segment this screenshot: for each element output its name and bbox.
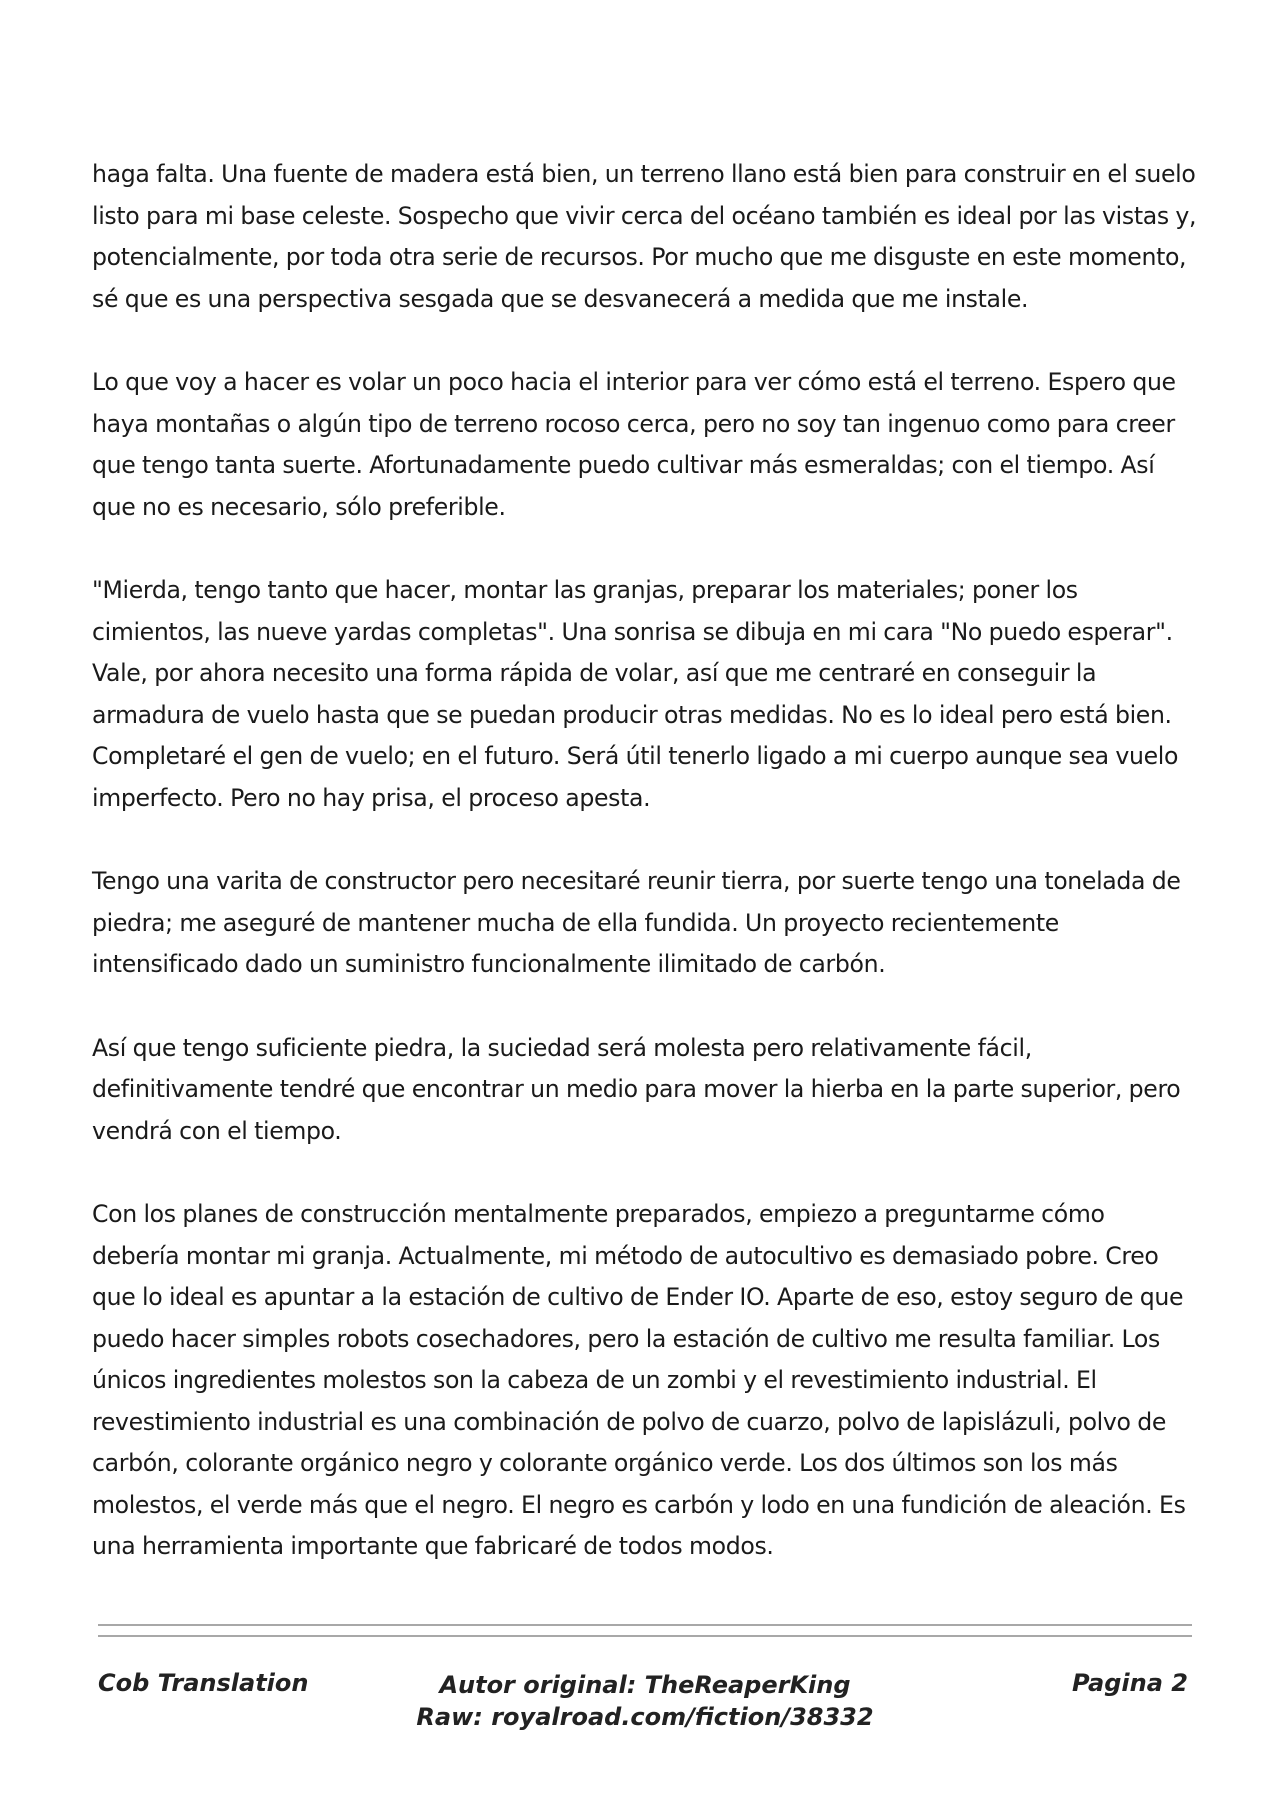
footer-divider-top [98,1624,1192,1626]
paragraph-3: "Mierda, tengo tanto que hacer, montar las granjas, preparar los materiales; poner los cimientos, las nueve yardas completas". Una sonrisa se dibuja en mi cara "No puedo esperar". Vale, por ahora necesito una forma rápida de volar, así que me centraré en conseguir la armadura de vuelo hasta que se puedan producir otras medidas. No es lo ideal pero está bien. Completaré el gen de vuelo; en el futuro. Será útil tenerlo ligado a mi cuerpo aunque sea vuelo imperfecto. Pero no hay prisa, el proceso apesta. [92,576,1179,812]
paragraph-1: haga falta. Una fuente de madera está bien, un terreno llano está bien para construir en el suelo listo para mi base celeste. Sospecho que vivir cerca del océano también es ideal por las vistas y, potencialmente, por toda otra serie de recursos. Por mucho que me disguste en este momento, sé que es una perspectiva sesgada que se desvanecerá a medida que me instale. [92,160,1197,313]
footer-credits [98,1669,1192,1733]
paragraph-6: Con los planes de construcción mentalmente preparados, empiezo a preguntarme cómo debería montar mi granja. Actualmente, mi método de autocultivo es demasiado pobre. Creo que lo ideal es apuntar a la estación de cultivo de Ender IO. Aparte de eso, estoy seguro de que puedo hacer simples robots cosechadores, pero la estación de cultivo me resulta familiar. Los únicos ingredientes molestos son la cabeza de un zombi y el revestimiento industrial. El revestimiento industrial es una combinación de polvo de cuarzo, polvo de lapislázuli, polvo de carbón, colorante orgánico negro y colorante orgánico verde. Los dos últimos son los más molestos, el verde más que el negro. El negro es carbón y lodo en una fundición de aleación. Es una herramienta importante que fabricaré de todos modos. [92,1200,1186,1560]
footer-divider-bottom [98,1635,1192,1637]
footer-source: Raw: royalroad.com/fiction/38332 [416,1703,874,1731]
paragraph-4: Tengo una varita de constructor pero necesitaré reunir tierra, por suerte tengo una tonelada de piedra; me aseguré de mantener mucha de ella fundida. Un proyecto recientemente intensificado dado un suministro funcionalmente ilimitado de carbón. [92,867,1181,978]
page-footer [98,1669,1192,1749]
footer-page-number: Pagina 2 [1072,1669,1188,1697]
footer-translator: Cob Translation [98,1669,309,1697]
footer-author: Autor original: TheReaperKing [439,1671,851,1699]
document-body [92,154,1198,1610]
paragraph-2: Lo que voy a hacer es volar un poco hacia el interior para ver cómo está el terreno. Espero que haya montañas o algún tipo de terreno rocoso cerca, pero no soy tan ingenuo como para creer que tengo tanta suerte. Afortunadamente puedo cultivar más esmeraldas; con el tiempo. Así que no es necesario, sólo preferible. [92,368,1176,521]
paragraph-5: Así que tengo suficiente piedra, la suciedad será molesta pero relativamente fácil, definitivamente tendré que encontrar un medio para mover la hierba en la parte superior, pero vendrá con el tiempo. [92,1033,1181,1145]
